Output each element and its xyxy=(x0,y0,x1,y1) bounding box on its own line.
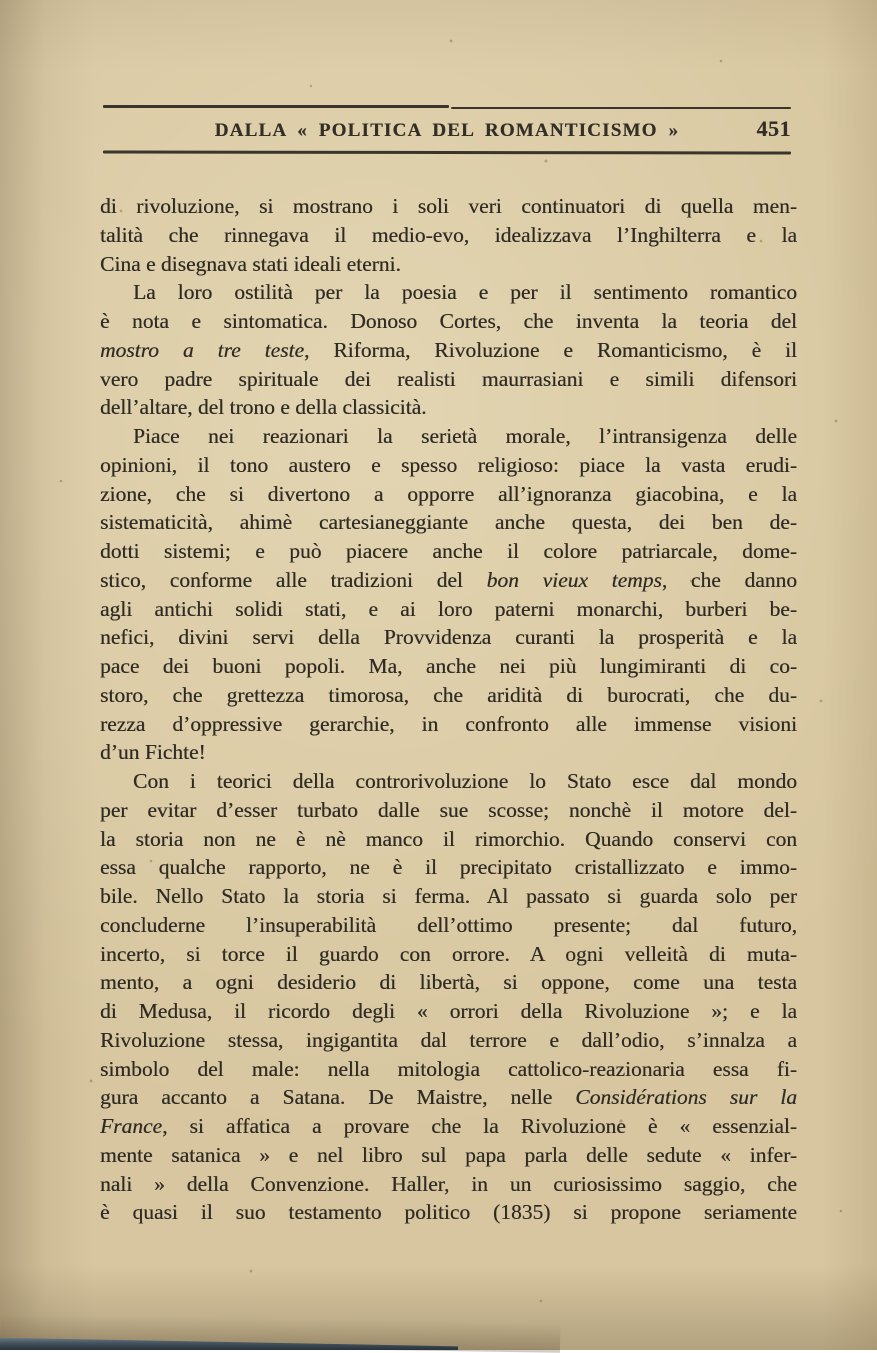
text-segment: Rivoluzione stessa, ingigantita dal terrore e dall’odio, s’innalza a xyxy=(100,1027,797,1052)
text-segment: vero padre spirituale dei realisti maurrasiani e simili difensori xyxy=(100,366,797,391)
text-line xyxy=(100,566,797,595)
text-segment: mento, a ogni desiderio di libertà, si oppone, come una testa xyxy=(100,970,797,995)
text-line xyxy=(100,508,797,537)
text-segment: concluderne l’insuperabilità dell’ottimo presente; dal futuro, xyxy=(100,912,797,937)
italic-text-segment: bon vieux temps xyxy=(486,567,662,592)
text-segment: , si affatica a provare che la Rivoluzione è « essenzial- xyxy=(162,1114,797,1138)
italic-text-segment: Considérations sur la xyxy=(575,1085,797,1110)
text-segment: opinioni, il tono austero e spesso religioso: piace la vasta erudi- xyxy=(100,452,797,477)
text-line xyxy=(100,825,797,854)
text-line xyxy=(100,221,797,250)
text-line xyxy=(100,652,797,681)
text-segment: nali » della Convenzione. Haller, in un curiosissimo saggio, che xyxy=(100,1171,797,1196)
text-line xyxy=(100,1055,797,1084)
text-line xyxy=(100,853,797,882)
page-number: 451 xyxy=(756,116,791,141)
text-line xyxy=(100,882,797,911)
text-segment: incerto, si torce il guardo con orrore. A ogni velleità di muta- xyxy=(100,941,797,966)
header-bottom-rule xyxy=(103,151,791,155)
text-line xyxy=(100,767,797,796)
paragraph xyxy=(100,422,797,767)
text-line xyxy=(100,1026,797,1055)
text-line xyxy=(100,422,797,451)
text-segment: essa qualche rapporto, ne è il precipitato cristallizzato e immo- xyxy=(100,855,797,880)
italic-text-segment: mostro a tre teste xyxy=(100,337,305,362)
text-segment: , che danno xyxy=(661,567,797,592)
text-segment: Piace nei reazionari la serietà morale, l’intransigenza delle xyxy=(133,424,797,448)
text-segment: Cina e disegnava stati ideali eterni. xyxy=(100,251,401,276)
text-segment: agli antichi solidi stati, e ai loro paterni monarchi, burberi be- xyxy=(100,596,797,621)
text-segment: bile. Nello Stato la storia si ferma. Al passato si guarda solo per xyxy=(100,884,797,908)
page-text xyxy=(100,192,797,1227)
italic-text-segment: France xyxy=(100,1114,163,1138)
running-header xyxy=(103,116,791,143)
text-segment: è nota e sintomatica. Donoso Cortes, che inventa la teoria del xyxy=(100,309,797,333)
text-segment: dell’altare, del trono e della classicità. xyxy=(100,395,427,420)
text-line xyxy=(100,250,797,279)
text-segment: nefici, divini servi della Provvidenza curanti la prosperità e la xyxy=(100,625,797,650)
text-line xyxy=(100,1112,797,1141)
text-line xyxy=(100,192,797,221)
text-segment: è quasi il suo testamento politico (1835) si propone seriamente xyxy=(100,1200,797,1225)
text-line xyxy=(100,738,797,767)
header-top-rule-right-segment xyxy=(451,107,791,110)
header-top-rule xyxy=(103,105,791,110)
paragraph xyxy=(100,767,797,1227)
text-line xyxy=(100,480,797,509)
text-line xyxy=(100,997,797,1026)
text-segment: gura accanto a Satana. De Maistre, nelle xyxy=(100,1085,576,1110)
text-segment: la storia non ne è nè manco il rimorchio. Quando conservi con xyxy=(100,826,797,851)
text-segment: di Medusa, il ricordo degli « orrori della Rivoluzione »; e la xyxy=(100,999,797,1023)
text-line xyxy=(100,1083,797,1112)
text-line xyxy=(100,968,797,997)
text-line xyxy=(100,537,797,566)
text-line xyxy=(100,1198,797,1227)
paragraph xyxy=(100,278,797,422)
text-segment: dotti sistemi; e può piacere anche il colore patriarcale, dome- xyxy=(100,539,797,563)
text-segment: stico, conforme alle tradizioni del xyxy=(100,567,487,592)
text-line xyxy=(100,911,797,940)
text-line xyxy=(100,710,797,739)
text-segment: La loro ostilità per la poesia e per il sentimento romantico xyxy=(133,280,797,305)
text-line xyxy=(100,623,797,652)
text-line xyxy=(100,595,797,624)
text-segment: per evitar d’esser turbato dalle sue scosse; nonchè il motore del- xyxy=(100,797,797,822)
paper-texture xyxy=(0,0,2,2)
text-line xyxy=(100,1141,797,1170)
paragraph xyxy=(100,192,797,278)
text-segment: mente satanica » e nel libro sul papa parla delle sedute « infer- xyxy=(100,1142,797,1167)
text-line xyxy=(100,393,797,422)
text-segment: zione, che si divertono a opporre all’ignoranza giacobina, e la xyxy=(100,481,797,506)
text-segment: talità che rinnegava il medio-evo, idealizzava l’Inghilterra e la xyxy=(100,222,797,247)
text-line xyxy=(100,278,797,307)
text-line xyxy=(100,365,797,394)
text-line xyxy=(100,796,797,825)
text-segment: rezza d’oppressive gerarchie, in confronto alle immense visioni xyxy=(100,711,797,736)
text-segment: sistematicità, ahimè cartesianeggiante anche questa, dei ben de- xyxy=(100,510,797,535)
text-line xyxy=(100,681,797,710)
text-line xyxy=(100,1170,797,1199)
text-line xyxy=(100,307,797,336)
header-top-rule-left-segment xyxy=(103,105,449,108)
text-segment: d’un Fichte! xyxy=(100,740,206,765)
text-segment: simbolo del male: nella mitologia cattolico-reazionaria essa fi- xyxy=(100,1056,797,1081)
text-line xyxy=(100,336,797,365)
text-segment: di rivoluzione, si mostrano i soli veri continuatori di quella men- xyxy=(100,194,797,218)
text-segment: pace dei buoni popoli. Ma, anche nei più lungimiranti di co- xyxy=(100,654,797,678)
text-segment: Con i teorici della controrivoluzione lo Stato esce dal mondo xyxy=(133,769,797,793)
text-line xyxy=(100,940,797,969)
header-title: DALLA « POLITICA DEL ROMANTICISMO » xyxy=(214,120,680,141)
text-line xyxy=(100,451,797,480)
text-segment: storo, che grettezza timorosa, che aridità di burocrati, che du- xyxy=(100,682,797,707)
text-segment: , Riforma, Rivoluzione e Romanticismo, è il xyxy=(304,337,797,362)
